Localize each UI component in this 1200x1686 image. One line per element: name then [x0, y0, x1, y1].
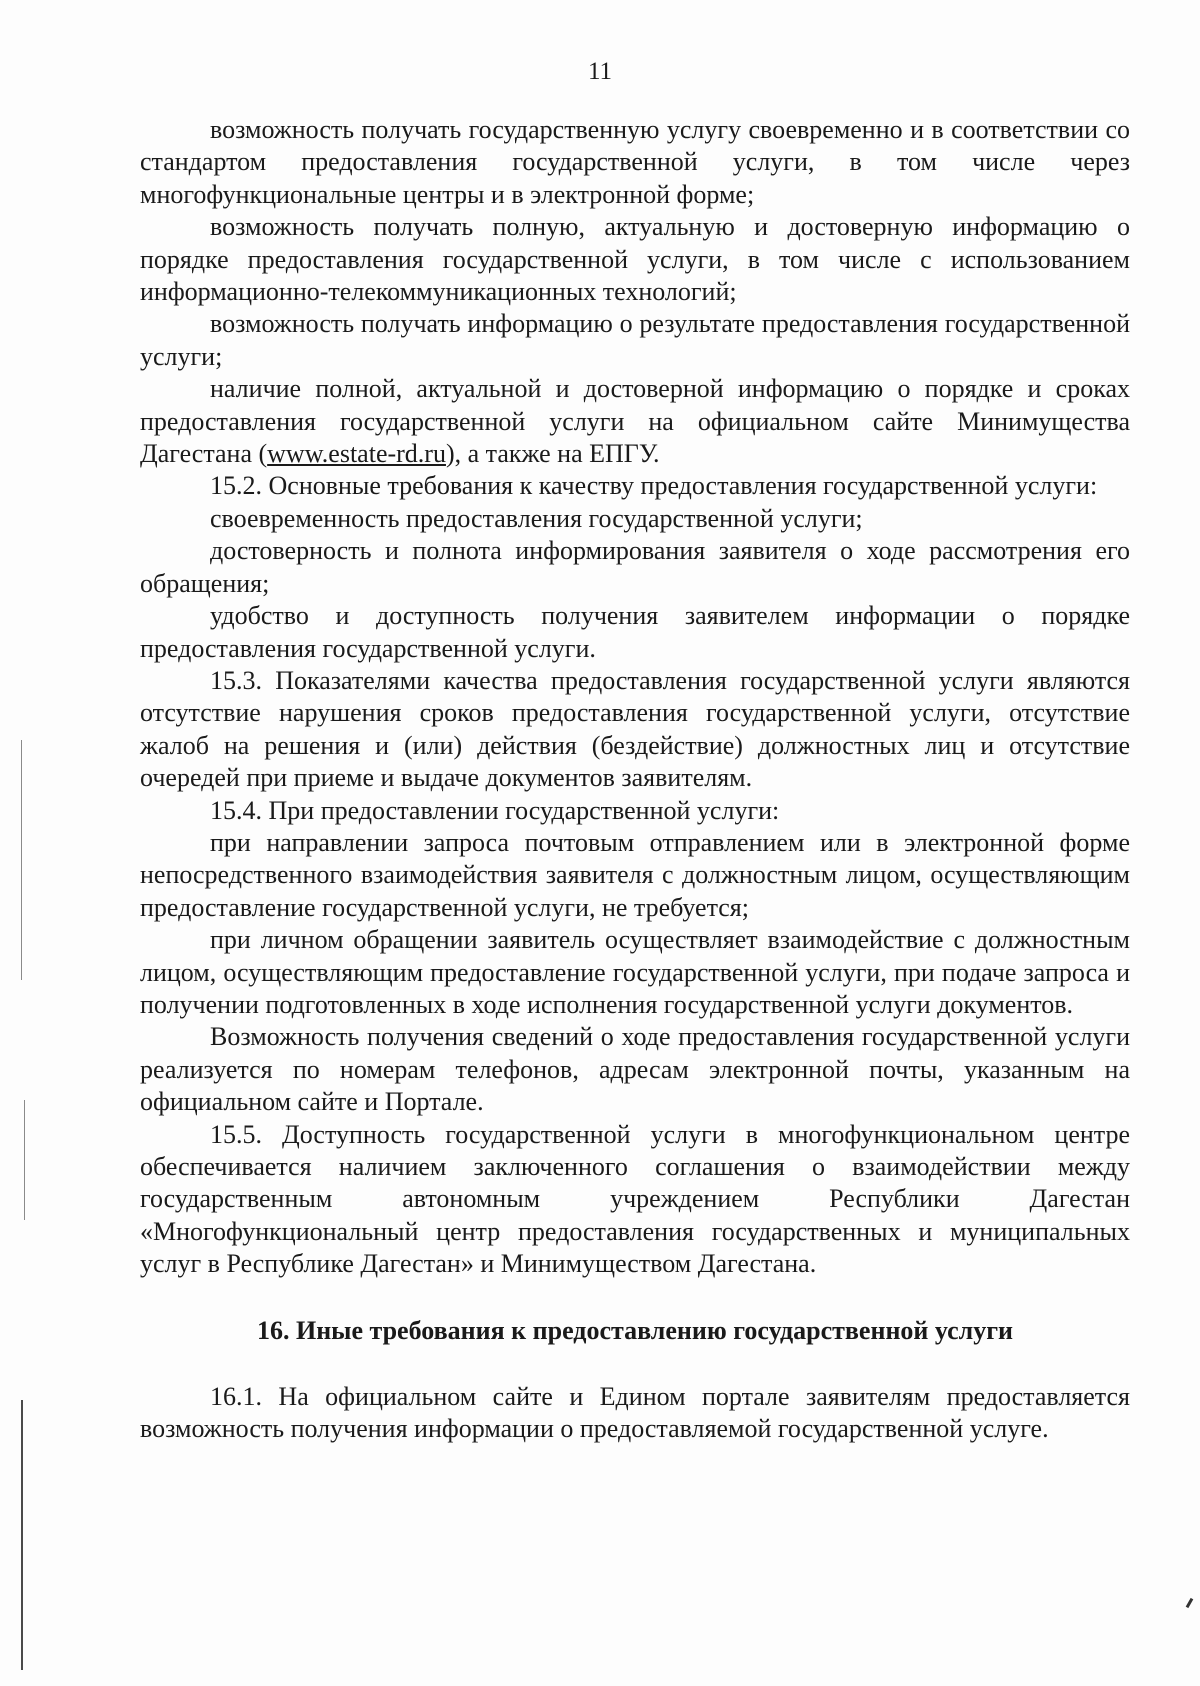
paragraph: возможность получать государственную услугу своевременно и в соответствии со стандартом предоставления государственной услуги, в том числе через многофункциональные центры и в электронной форме;: [140, 115, 1130, 209]
paragraph: Возможность получения сведений о ходе предоставления государственной услуги реализуется по номерам телефонов, адресам электронной почты, указанным на официальном сайте и Портале.: [140, 1022, 1130, 1117]
paragraph: 15.2. Основные требования к качеству предоставления государственной услуги:: [210, 471, 1098, 501]
scan-margin-line: [24, 1100, 25, 1220]
paragraph-text: ), а также на ЕПГУ.: [445, 439, 660, 469]
section-heading: 16. Иные требования к предоставлению государственной услуги: [256, 1315, 1014, 1345]
estate-website-link[interactable]: www.estate-rd.ru: [267, 439, 446, 469]
paragraph: 16.1. На официальном сайте и Едином портале заявителям предоставляется возможность получения информации о предоставляемой государственной услуге.: [140, 1382, 1130, 1444]
paragraph: [140, 373, 1130, 470]
document-body: [140, 114, 1130, 1446]
paragraph: 15.5. Доступность государственной услуги в многофункциональном центре обеспечивается наличием заключенного соглашения о взаимодействии между государственным автономным учреждением Республики Дагестан «Многофункциональный центр предоставления государственных и муниципальных услуг в Республике Дагестан» и Минимуществом Дагестана.: [140, 1119, 1130, 1279]
paragraph: при личном обращении заявитель осуществляет взаимодействие с должностным лицом, осуществляющим предоставление государственной услуги, при подаче запроса и получении подготовленных в ходе исполнения государственной услуги документов.: [140, 925, 1130, 1019]
paragraph: достоверность и полнота информирования заявителя о ходе рассмотрения его обращения;: [140, 536, 1130, 598]
scan-margin-line: [21, 1400, 23, 1670]
paragraph: своевременность предоставления государственной услуги;: [210, 503, 863, 533]
paragraph-text: наличие полной, актуальной и достоверной информацию о порядке и сроках предоставления государственной услуги на официальном сайте Минимущества Дагестана (: [140, 374, 1130, 469]
scan-speck: [1186, 1598, 1194, 1608]
paragraph: удобство и доступность получения заявителем информации о порядке предоставления государственной услуги.: [140, 601, 1130, 663]
paragraph: при направлении запроса почтовым отправлением или в электронной форме непосредственного взаимодействия заявителя с должностным лицом, осуществляющим предоставление государственной услуги, не требуется;: [140, 827, 1130, 922]
paragraph: возможность получать информацию о результате предоставления государственной услуги;: [140, 309, 1130, 371]
paragraph: 15.4. При предоставлении государственной услуги:: [210, 795, 780, 825]
paragraph: возможность получать полную, актуальную и достоверную информацию о порядке предоставления государственной услуги, в том числе с использованием информационно-телекоммуникационных технологий;: [140, 212, 1130, 307]
page-number: 11: [587, 58, 613, 85]
paragraph: 15.3. Показателями качества предоставления государственной услуги являются отсутствие нарушения сроков предоставления государственной услуги, отсутствие жалоб на решения и (или) действия (бездействие) должностных лиц и отсутствие очередей при приеме и выдаче документов заявителям.: [140, 665, 1130, 793]
scan-margin-line: [21, 740, 22, 980]
